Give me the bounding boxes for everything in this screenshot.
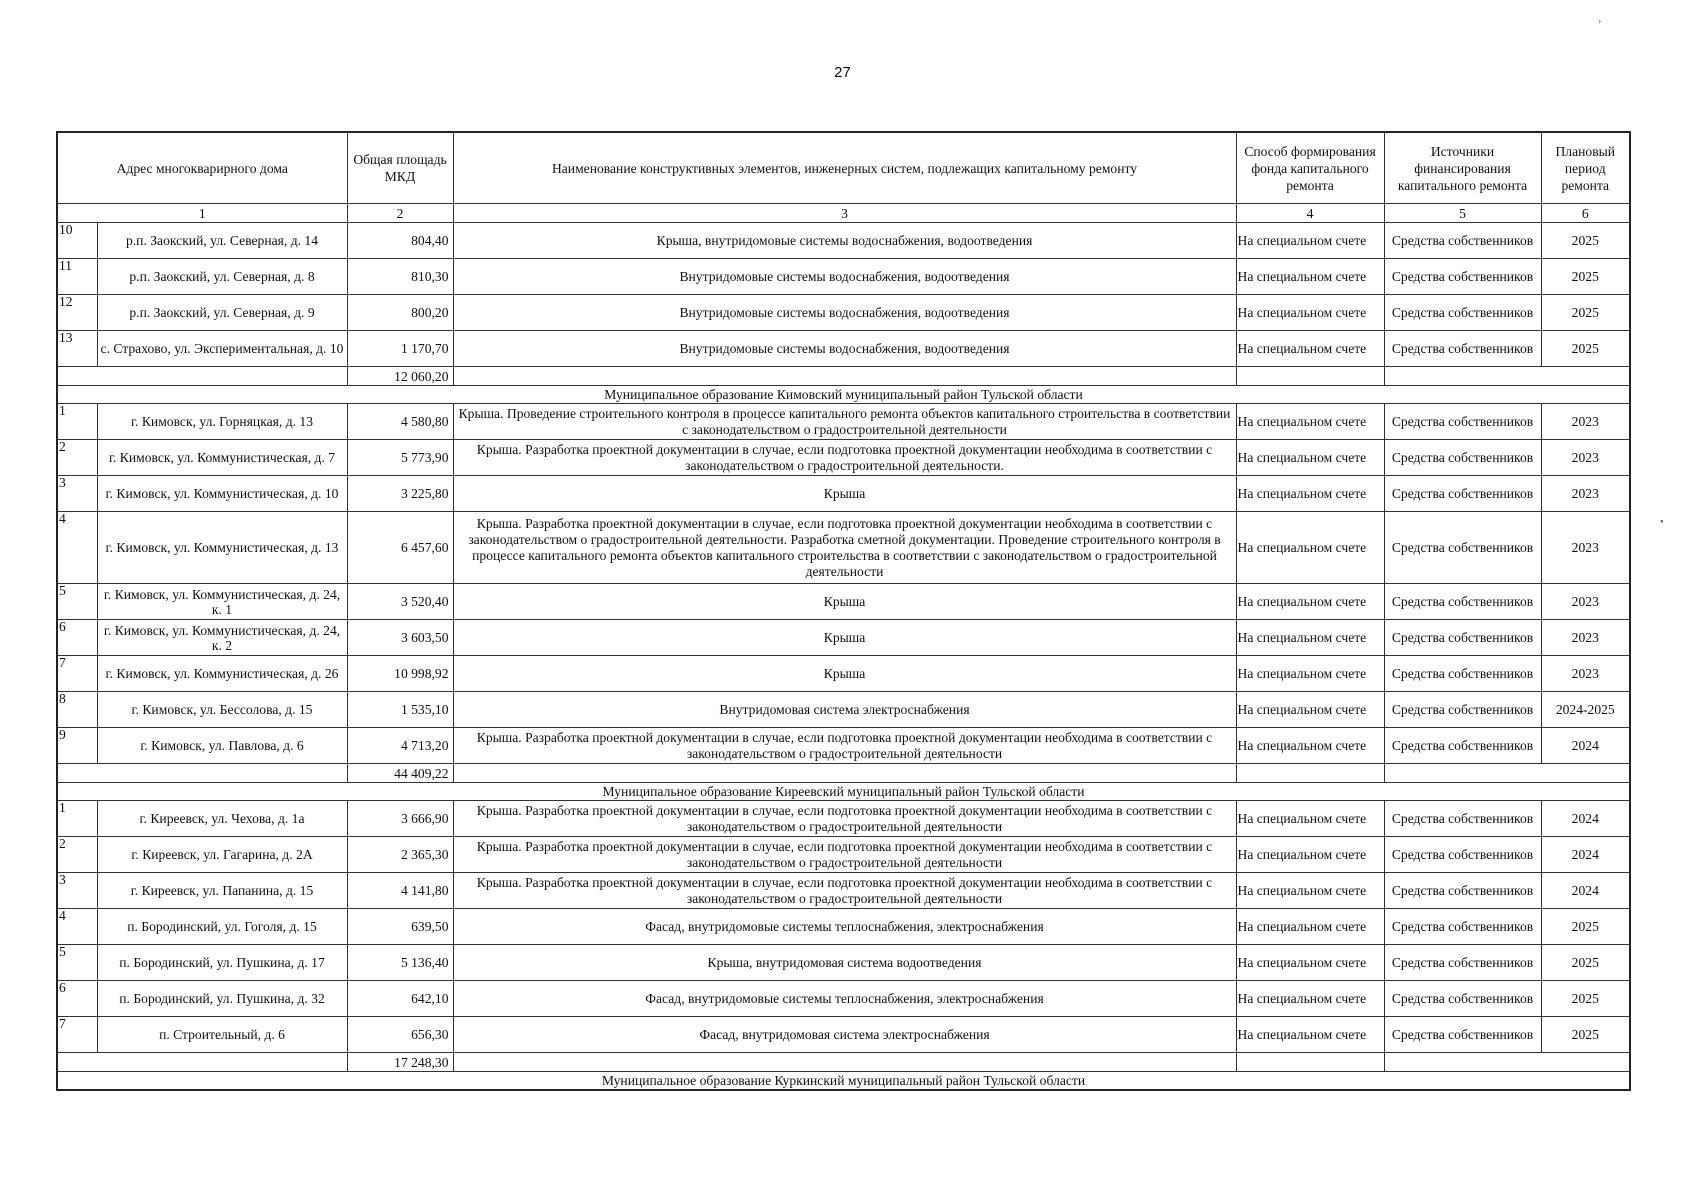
- fund-method: На специальном счете: [1236, 728, 1384, 764]
- row-number: 11: [57, 259, 97, 295]
- subtotal-area: 44 409,22: [347, 764, 453, 783]
- row-number: 3: [57, 873, 97, 909]
- table-row: [57, 476, 1630, 512]
- building-area: 804,40: [347, 223, 453, 259]
- building-address: п. Бородинский, ул. Пушкина, д. 17: [97, 945, 347, 981]
- funding-source: Средства собственников: [1384, 620, 1541, 656]
- funding-source: Средства собственников: [1384, 295, 1541, 331]
- subtotal-row: [57, 367, 1630, 386]
- planned-period: 2025: [1541, 295, 1630, 331]
- header-method: Способ формирования фонда капитального ремонта: [1236, 132, 1384, 204]
- repair-works: Крыша. Проведение строительного контроля в процессе капитального ремонта объектов капитального строительства в соответствии с законодательством о градостроительной деятельности: [453, 404, 1236, 440]
- building-area: 3 520,40: [347, 584, 453, 620]
- fund-method: На специальном счете: [1236, 801, 1384, 837]
- table-row: [57, 404, 1630, 440]
- column-number: 2: [347, 204, 453, 223]
- building-address: п. Бородинский, ул. Гоголя, д. 15: [97, 909, 347, 945]
- repair-plan-table: [56, 131, 1631, 1091]
- municipality-title: Муниципальное образование Киреевский муниципальный район Тульской области: [57, 783, 1630, 801]
- planned-period: 2024: [1541, 837, 1630, 873]
- building-area: 1 535,10: [347, 692, 453, 728]
- planned-period: 2025: [1541, 1017, 1630, 1053]
- table-row: [57, 440, 1630, 476]
- fund-method: На специальном счете: [1236, 620, 1384, 656]
- planned-period: 2025: [1541, 223, 1630, 259]
- row-number: 4: [57, 512, 97, 584]
- row-number: 7: [57, 1017, 97, 1053]
- planned-period: 2025: [1541, 259, 1630, 295]
- subtotal-empty: [1236, 764, 1384, 783]
- scan-mark: ›: [1598, 16, 1602, 27]
- building-address: г. Киреевск, ул. Чехова, д. 1а: [97, 801, 347, 837]
- building-area: 2 365,30: [347, 837, 453, 873]
- row-number: 2: [57, 440, 97, 476]
- municipality-title: Муниципальное образование Куркинский муниципальный район Тульской области: [57, 1072, 1630, 1091]
- funding-source: Средства собственников: [1384, 945, 1541, 981]
- funding-source: Средства собственников: [1384, 801, 1541, 837]
- building-area: 3 666,90: [347, 801, 453, 837]
- building-address: г. Кимовск, ул. Коммунистическая, д. 26: [97, 656, 347, 692]
- fund-method: На специальном счете: [1236, 981, 1384, 1017]
- row-number: 10: [57, 223, 97, 259]
- building-address: с. Страхово, ул. Экспериментальная, д. 10: [97, 331, 347, 367]
- fund-method: На специальном счете: [1236, 837, 1384, 873]
- fund-method: На специальном счете: [1236, 440, 1384, 476]
- planned-period: 2025: [1541, 981, 1630, 1017]
- planned-period: 2023: [1541, 404, 1630, 440]
- municipality-row: [57, 386, 1630, 404]
- table-row: [57, 981, 1630, 1017]
- subtotal-empty: [1384, 1053, 1630, 1072]
- funding-source: Средства собственников: [1384, 981, 1541, 1017]
- fund-method: На специальном счете: [1236, 512, 1384, 584]
- row-number: 7: [57, 656, 97, 692]
- funding-source: Средства собственников: [1384, 223, 1541, 259]
- header-source: Источники финансирования капитального ремонта: [1384, 132, 1541, 204]
- fund-method: На специальном счете: [1236, 476, 1384, 512]
- subtotal-empty: [1236, 367, 1384, 386]
- fund-method: На специальном счете: [1236, 404, 1384, 440]
- fund-method: На специальном счете: [1236, 223, 1384, 259]
- planned-period: 2023: [1541, 620, 1630, 656]
- fund-method: На специальном счете: [1236, 295, 1384, 331]
- repair-works: Фасад, внутридомовая система электроснабжения: [453, 1017, 1236, 1053]
- building-area: 4 580,80: [347, 404, 453, 440]
- table-row: [57, 728, 1630, 764]
- repair-works: Крыша, внутридомовая система водоотведения: [453, 945, 1236, 981]
- row-number: 5: [57, 945, 97, 981]
- funding-source: Средства собственников: [1384, 331, 1541, 367]
- building-address: г. Кимовск, ул. Коммунистическая, д. 10: [97, 476, 347, 512]
- row-number: 2: [57, 837, 97, 873]
- funding-source: Средства собственников: [1384, 404, 1541, 440]
- building-area: 10 998,92: [347, 656, 453, 692]
- repair-works: Крыша. Разработка проектной документации в случае, если подготовка проектной документации необходима в соответствии с законодательством о градостроительной деятельности.: [453, 440, 1236, 476]
- table-row: [57, 692, 1630, 728]
- municipality-row: [57, 1072, 1630, 1091]
- row-number: 8: [57, 692, 97, 728]
- planned-period: 2025: [1541, 945, 1630, 981]
- subtotal-area: 17 248,30: [347, 1053, 453, 1072]
- repair-works: Фасад, внутридомовые системы теплоснабжения, электроснабжения: [453, 909, 1236, 945]
- building-area: 6 457,60: [347, 512, 453, 584]
- building-address: п. Бородинский, ул. Пушкина, д. 32: [97, 981, 347, 1017]
- column-number: 5: [1384, 204, 1541, 223]
- building-area: 4 713,20: [347, 728, 453, 764]
- planned-period: 2023: [1541, 476, 1630, 512]
- repair-works: Крыша. Разработка проектной документации в случае, если подготовка проектной документации необходима в соответствии с законодательством о градостроительной деятельности: [453, 728, 1236, 764]
- funding-source: Средства собственников: [1384, 692, 1541, 728]
- subtotal-label-empty: [57, 764, 347, 783]
- planned-period: 2024: [1541, 873, 1630, 909]
- fund-method: На специальном счете: [1236, 331, 1384, 367]
- building-address: р.п. Заокский, ул. Северная, д. 14: [97, 223, 347, 259]
- subtotal-empty: [1236, 1053, 1384, 1072]
- header-period: Плановый период ремонта: [1541, 132, 1630, 204]
- table-row: [57, 945, 1630, 981]
- subtotal-empty: [1384, 764, 1630, 783]
- header-address: Адрес многокварирного дома: [57, 132, 347, 204]
- repair-works: Крыша. Разработка проектной документации в случае, если подготовка проектной документации необходима в соответствии с законодательством о градостроительной деятельности: [453, 873, 1236, 909]
- building-area: 3 225,80: [347, 476, 453, 512]
- table-row: [57, 331, 1630, 367]
- repair-works: Внутридомовая система электроснабжения: [453, 692, 1236, 728]
- building-area: 656,30: [347, 1017, 453, 1053]
- building-address: г. Кимовск, ул. Коммунистическая, д. 24, к. 1: [97, 584, 347, 620]
- fund-method: На специальном счете: [1236, 584, 1384, 620]
- building-address: г. Кимовск, ул. Горняцкая, д. 13: [97, 404, 347, 440]
- subtotal-empty: [453, 1053, 1236, 1072]
- row-number: 4: [57, 909, 97, 945]
- building-area: 639,50: [347, 909, 453, 945]
- planned-period: 2024: [1541, 728, 1630, 764]
- building-area: 5 136,40: [347, 945, 453, 981]
- repair-works: Крыша, внутридомовые системы водоснабжения, водоотведения: [453, 223, 1236, 259]
- row-number: 5: [57, 584, 97, 620]
- column-number: 1: [57, 204, 347, 223]
- planned-period: 2023: [1541, 584, 1630, 620]
- fund-method: На специальном счете: [1236, 656, 1384, 692]
- repair-works: Крыша: [453, 476, 1236, 512]
- row-number: 6: [57, 620, 97, 656]
- building-address: г. Киреевск, ул. Гагарина, д. 2А: [97, 837, 347, 873]
- row-number: 12: [57, 295, 97, 331]
- table-row: [57, 512, 1630, 584]
- repair-works: Крыша. Разработка проектной документации в случае, если подготовка проектной документации необходима в соответствии с законодательством о градостроительной деятельности: [453, 801, 1236, 837]
- building-address: р.п. Заокский, ул. Северная, д. 8: [97, 259, 347, 295]
- table-row: [57, 837, 1630, 873]
- subtotal-label-empty: [57, 1053, 347, 1072]
- table-row: [57, 620, 1630, 656]
- column-number: 4: [1236, 204, 1384, 223]
- table-row: [57, 801, 1630, 837]
- funding-source: Средства собственников: [1384, 1017, 1541, 1053]
- building-address: п. Строительный, д. 6: [97, 1017, 347, 1053]
- column-number-row: [57, 204, 1630, 223]
- repair-works: Крыша. Разработка проектной документации в случае, если подготовка проектной документации необходима в соответствии с законодательством о градостроительной деятельности. Разработка сметной документации. Проведение строительного контроля в процессе капитального ремонта объектов капитального строительства в соответствии с законодательством о градостроительной деятельности: [453, 512, 1236, 584]
- row-number: 13: [57, 331, 97, 367]
- column-number: 6: [1541, 204, 1630, 223]
- repair-works: Внутридомовые системы водоснабжения, водоотведения: [453, 259, 1236, 295]
- fund-method: На специальном счете: [1236, 945, 1384, 981]
- row-number: 1: [57, 404, 97, 440]
- header-area: Общая площадь МКД: [347, 132, 453, 204]
- planned-period: 2023: [1541, 440, 1630, 476]
- fund-method: На специальном счете: [1236, 259, 1384, 295]
- table-body: [57, 223, 1630, 1091]
- funding-source: Средства собственников: [1384, 584, 1541, 620]
- fund-method: На специальном счете: [1236, 692, 1384, 728]
- repair-works: Крыша: [453, 620, 1236, 656]
- table-row: [57, 873, 1630, 909]
- repair-works: Внутридомовые системы водоснабжения, водоотведения: [453, 295, 1236, 331]
- fund-method: На специальном счете: [1236, 873, 1384, 909]
- row-number: 6: [57, 981, 97, 1017]
- planned-period: 2024-2025: [1541, 692, 1630, 728]
- building-address: р.п. Заокский, ул. Северная, д. 9: [97, 295, 347, 331]
- header-works: Наименование конструктивных элементов, инженерных систем, подлежащих капитальному ремонту: [453, 132, 1236, 204]
- building-area: 642,10: [347, 981, 453, 1017]
- table-row: [57, 259, 1630, 295]
- row-number: 3: [57, 476, 97, 512]
- funding-source: Средства собственников: [1384, 476, 1541, 512]
- repair-works: Фасад, внутридомовые системы теплоснабжения, электроснабжения: [453, 981, 1236, 1017]
- funding-source: Средства собственников: [1384, 440, 1541, 476]
- subtotal-label-empty: [57, 367, 347, 386]
- funding-source: Средства собственников: [1384, 259, 1541, 295]
- repair-works: Крыша: [453, 584, 1236, 620]
- table-row: [57, 584, 1630, 620]
- planned-period: 2023: [1541, 656, 1630, 692]
- funding-source: Средства собственников: [1384, 512, 1541, 584]
- funding-source: Средства собственников: [1384, 909, 1541, 945]
- building-address: г. Кимовск, ул. Коммунистическая, д. 7: [97, 440, 347, 476]
- subtotal-empty: [453, 367, 1236, 386]
- subtotal-empty: [1384, 367, 1630, 386]
- planned-period: 2025: [1541, 331, 1630, 367]
- fund-method: На специальном счете: [1236, 1017, 1384, 1053]
- row-number: 1: [57, 801, 97, 837]
- building-area: 810,30: [347, 259, 453, 295]
- planned-period: 2025: [1541, 909, 1630, 945]
- building-address: г. Кимовск, ул. Коммунистическая, д. 24, к. 2: [97, 620, 347, 656]
- municipality-title: Муниципальное образование Кимовский муниципальный район Тульской области: [57, 386, 1630, 404]
- building-area: 3 603,50: [347, 620, 453, 656]
- row-number: 9: [57, 728, 97, 764]
- subtotal-area: 12 060,20: [347, 367, 453, 386]
- table-row: [57, 656, 1630, 692]
- table-row: [57, 909, 1630, 945]
- repair-works: Внутридомовые системы водоснабжения, водоотведения: [453, 331, 1236, 367]
- municipality-row: [57, 783, 1630, 801]
- funding-source: Средства собственников: [1384, 656, 1541, 692]
- building-address: г. Кимовск, ул. Бессолова, д. 15: [97, 692, 347, 728]
- building-area: 5 773,90: [347, 440, 453, 476]
- repair-works: Крыша. Разработка проектной документации в случае, если подготовка проектной документации необходима в соответствии с законодательством о градостроительной деятельности: [453, 837, 1236, 873]
- building-area: 4 141,80: [347, 873, 453, 909]
- subtotal-empty: [453, 764, 1236, 783]
- table-row: [57, 295, 1630, 331]
- fund-method: На специальном счете: [1236, 909, 1384, 945]
- building-area: 800,20: [347, 295, 453, 331]
- building-address: г. Кимовск, ул. Коммунистическая, д. 13: [97, 512, 347, 584]
- table-header-row: [57, 132, 1630, 204]
- building-address: г. Киреевск, ул. Папанина, д. 15: [97, 873, 347, 909]
- page-number: 27: [834, 64, 851, 81]
- planned-period: 2024: [1541, 801, 1630, 837]
- scan-mark: •: [1660, 517, 1664, 528]
- funding-source: Средства собственников: [1384, 873, 1541, 909]
- repair-works: Крыша: [453, 656, 1236, 692]
- subtotal-row: [57, 1053, 1630, 1072]
- building-area: 1 170,70: [347, 331, 453, 367]
- planned-period: 2023: [1541, 512, 1630, 584]
- table-row: [57, 1017, 1630, 1053]
- building-address: г. Кимовск, ул. Павлова, д. 6: [97, 728, 347, 764]
- funding-source: Средства собственников: [1384, 837, 1541, 873]
- column-number: 3: [453, 204, 1236, 223]
- subtotal-row: [57, 764, 1630, 783]
- funding-source: Средства собственников: [1384, 728, 1541, 764]
- table-row: [57, 223, 1630, 259]
